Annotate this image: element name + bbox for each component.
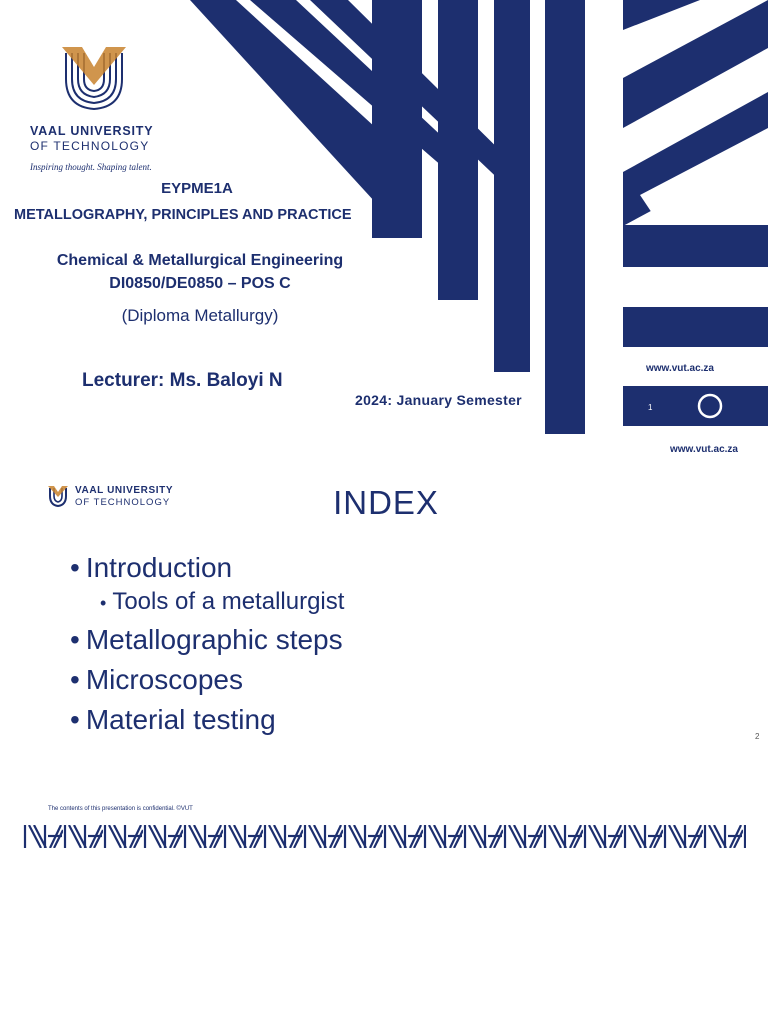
lecturer: Lecturer: Ms. Baloyi N bbox=[82, 370, 283, 391]
index-item: • Microscopes bbox=[70, 664, 243, 695]
circle-icon bbox=[696, 392, 724, 420]
university-name: VAAL UNIVERSITY bbox=[75, 485, 174, 496]
website-link[interactable]: www.vut.ac.za bbox=[646, 363, 714, 374]
page-number: 2 bbox=[755, 732, 760, 741]
course-code: EYPME1A bbox=[161, 180, 233, 197]
index-item: • Metallographic steps bbox=[70, 624, 343, 655]
university-tagline: Inspiring thought. Shaping talent. bbox=[30, 162, 152, 172]
website-link[interactable]: www.vut.ac.za bbox=[670, 444, 738, 455]
university-subtitle: OF TECHNOLOGY bbox=[75, 497, 171, 508]
vut-logo-icon bbox=[58, 45, 130, 113]
title-slide bbox=[0, 0, 768, 434]
university-subtitle: OF TECHNOLOGY bbox=[30, 139, 150, 153]
university-name: VAAL UNIVERSITY bbox=[30, 124, 154, 138]
department: Chemical & Metallurgical Engineering bbox=[56, 252, 344, 269]
programme-code: DI0850/DE0850 – POS C bbox=[109, 275, 291, 292]
semester: 2024: January Semester bbox=[355, 392, 522, 408]
index-item: • Introduction bbox=[70, 552, 233, 583]
index-item: • Material testing bbox=[70, 704, 276, 735]
slide-title: INDEX bbox=[333, 484, 439, 521]
index-subitem: • Tools of a metallurgist bbox=[100, 588, 345, 615]
diploma: (Diploma Metallurgy) bbox=[121, 306, 279, 325]
page-number: 1 bbox=[648, 403, 653, 412]
confidential-notice: The contents of this presentation is confidential. ©VUT bbox=[48, 806, 193, 812]
decorative-pattern-band bbox=[23, 825, 746, 848]
course-title: METALLOGRAPHY, PRINCIPLES AND PRACTICE bbox=[14, 207, 352, 223]
